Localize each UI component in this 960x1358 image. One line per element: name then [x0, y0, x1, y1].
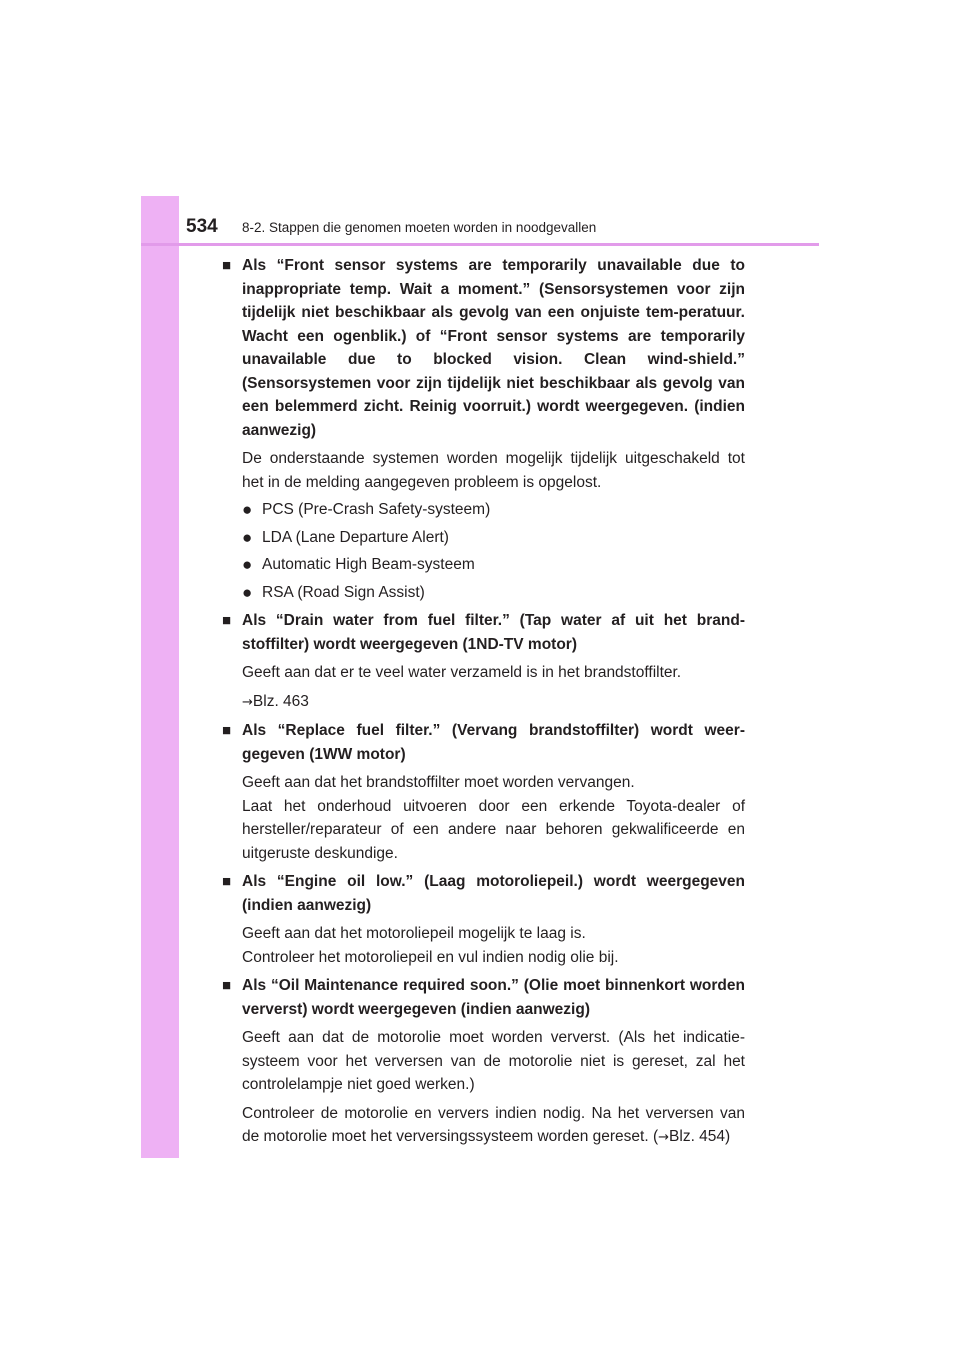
square-marker-icon: ■ [222, 722, 232, 739]
page-content [218, 254, 745, 1155]
side-tab [141, 196, 179, 1158]
list-item [242, 526, 745, 550]
page-reference-text: Blz. 454 [669, 1128, 726, 1145]
filled-circle-bullet-icon: ● [242, 500, 253, 519]
paragraph-line: Controleer het motoroliepeil en vul indien nodig olie bij. [242, 948, 619, 966]
right-arrow-icon: → [658, 1130, 670, 1145]
paragraph-line: Geeft aan dat het motoroliepeil mogelijk te laag is. [242, 925, 586, 942]
square-marker-icon: ■ [222, 612, 232, 629]
section-heading: Als “Replace fuel filter.” (Vervang brandstoffilter) wordt weer-gegeven (1WW motor) [242, 722, 745, 763]
list-item-text: Automatic High Beam-systeem [262, 556, 475, 573]
list-item-text: RSA (Road Sign Assist) [262, 583, 425, 601]
section-heading: Als “Front sensor systems are temporarily unavailable due to inappropriate temp. Wait a moment.” (Sensorsystemen voor zijn tijdelijk niet beschikbaar als gevolg van een onjuiste tem-peratuur. Wacht een ogenblik.) of “Front sensor systems are temporarily unavailable due to blocked vision. Clean wind-shield.” (Sensorsystemen voor zijn tijdelijk niet beschikbaar als gevolg van een belemmerd zicht. Reinig voorruit.) wordt weergegeven. (indien aanwezig) [242, 257, 745, 439]
section-heading: Als “Oil Maintenance required soon.” (Olie moet binnenkort worden ververst) wordt weergegeven (indien aanwezig) [242, 977, 745, 1018]
page-reference[interactable] [242, 690, 745, 715]
section-heading: Als “Engine oil low.” (Laag motoroliepeil.) wordt weergegeven (indien aanwezig) [242, 873, 745, 914]
paragraph-text: Controleer de motorolie en ververs indien nodig. Na het verversen van de motorolie moet het verversingssysteem worden gereset. [242, 1104, 745, 1145]
section-paragraph: Geeft aan dat de motorolie moet worden ververst. (Als het indicatie-systeem voor het verversen van de motorolie niet is gereset, zal het controlelampje niet goed werken.) [242, 1029, 745, 1093]
ref-open-paren: ( [652, 1128, 659, 1145]
square-marker-icon: ■ [222, 977, 232, 994]
list-item [242, 498, 745, 522]
section-heading: Als “Drain water from fuel filter.” (Tap water af uit het brand-stoffilter) wordt weergegeven (1ND-TV motor) [242, 612, 745, 653]
section-paragraph [242, 771, 745, 865]
section-drain-water [218, 609, 745, 714]
section-paragraph [242, 1102, 745, 1150]
right-arrow-icon: → [242, 694, 253, 710]
section-paragraph [242, 922, 745, 969]
section-engine-oil-low [218, 870, 745, 969]
filled-circle-bullet-icon: ● [242, 527, 253, 547]
section-oil-maintenance [218, 974, 745, 1150]
section-paragraph: De onderstaande systemen worden mogelijk tijdelijk uitgeschakeld tot het in de melding aangegeven probleem is opgelost. [242, 450, 745, 491]
header-rule [141, 243, 819, 246]
page-number: 534 [186, 216, 218, 237]
list-item [242, 581, 745, 605]
section-front-sensor [218, 254, 745, 604]
section-replace-fuel-filter [218, 719, 745, 865]
page-reference-text: Blz. 463 [252, 692, 309, 710]
filled-circle-bullet-icon: ● [242, 555, 253, 574]
square-marker-icon: ■ [222, 873, 232, 890]
list-item-text: LDA (Lane Departure Alert) [262, 528, 449, 546]
ref-close-paren: ) [725, 1128, 731, 1145]
list-item [242, 553, 745, 577]
section-title: 8-2. Stappen die genomen moeten worden in noodgevallen [242, 220, 597, 235]
page-reference[interactable] [653, 1128, 730, 1145]
list-item-text: PCS (Pre-Crash Safety-systeem) [262, 501, 491, 518]
filled-circle-bullet-icon: ● [242, 582, 253, 602]
paragraph-line: Laat het onderhoud uitvoeren door een erkende Toyota-dealer of hersteller/reparateur of een andere naar behoren gekwalificeerde en uitgeruste deskundige. [242, 797, 745, 862]
paragraph-line: Geeft aan dat het brandstoffilter moet worden vervangen. [242, 774, 635, 791]
section-paragraph: Geeft aan dat er te veel water verzameld is in het brandstoffilter. [242, 664, 682, 681]
square-marker-icon: ■ [222, 257, 232, 274]
